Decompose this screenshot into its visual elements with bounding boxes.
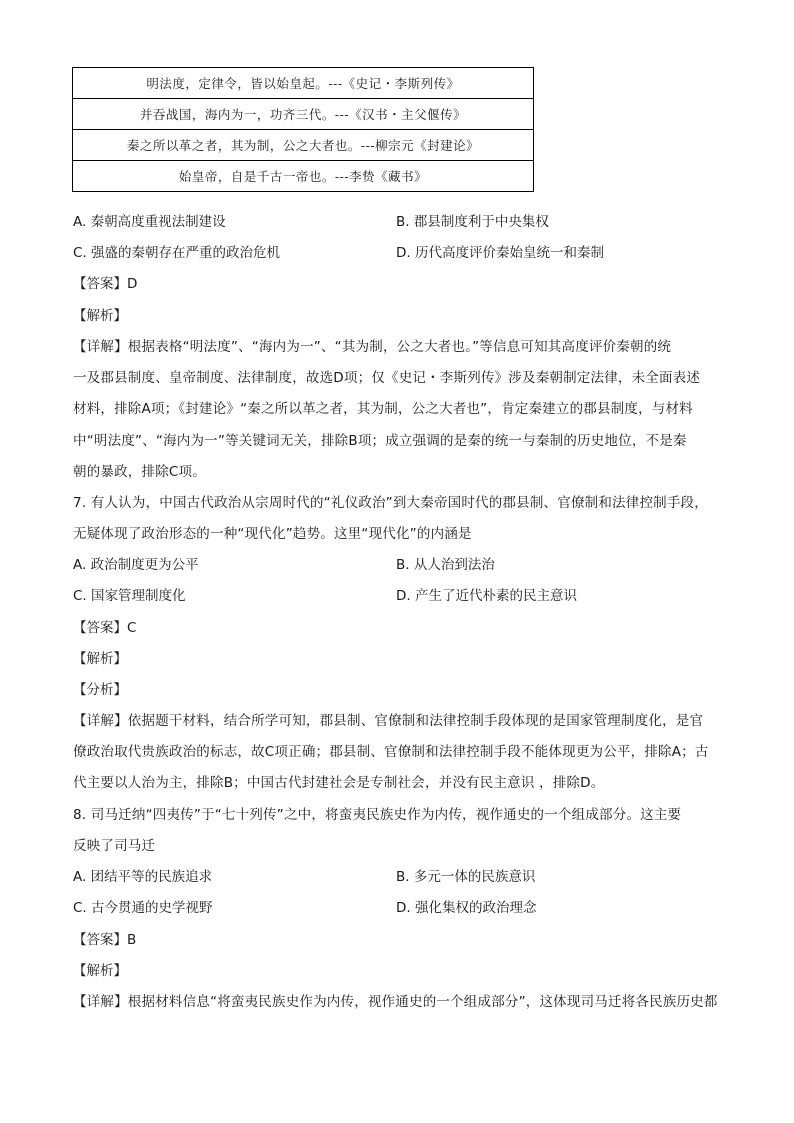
q6-analysis-label: 【解析】 <box>73 308 127 324</box>
table-row <box>73 99 534 130</box>
q8-option-d: D. 强化集权的政治理念 <box>396 900 537 916</box>
q8-stem-line: 8. 司马迁纳“四夷传”于“七十列传”之中，将蛮夷民族史作为内传，视作通史的一个组成部分。这主要 <box>73 807 682 823</box>
q7-option-d: D. 产生了近代朴素的民主意识 <box>396 588 577 604</box>
q7-stem-line: 7. 有人认为，中国古代政治从宗周时代的“礼仪政治”到大秦帝国时代的郡县制、官僚制和法律控制手段， <box>73 495 708 511</box>
q6-detail-line: 【详解】根据表格“明法度”、“海内为一”、“其为制，公之大者也。”等信息可知其高度评价秦朝的统 <box>73 339 672 355</box>
table-row <box>73 130 534 161</box>
q7-option-c: C. 国家管理制度化 <box>73 588 186 604</box>
q8-answer: 【答案】B <box>73 932 137 948</box>
table-row <box>73 161 534 192</box>
q8-stem-line: 反映了司马迁 <box>73 838 156 854</box>
q6-option-d: D. 历代高度评价秦始皇统一和秦制 <box>396 245 604 261</box>
q7-option-b: B. 从人治到法治 <box>396 557 495 573</box>
table-cell: 始皇帝，自是千古一帝也。---李贽《藏书》 <box>73 161 534 192</box>
q7-option-a: A. 政治制度更为公平 <box>73 557 199 573</box>
q7-answer: 【答案】C <box>73 620 137 636</box>
q7-detail-line: 代主要以人治为主，排除B；中国古代封建社会是专制社会，并没有民主意识 ，排除D。 <box>73 775 605 791</box>
q8-detail-line: 【详解】根据材料信息“将蛮夷民族史作为内传，视作通史的一个组成部分”，这体现司马迁将各民族历史都 <box>73 994 718 1010</box>
table-row <box>73 68 534 99</box>
table-cell: 明法度，定律令，皆以始皇起。---《史记・李斯列传》 <box>73 68 534 99</box>
q7-fenxi-label: 【分析】 <box>73 682 127 698</box>
q6-detail-line: 材料，排除A项；《封建论》“秦之所以革之者，其为制，公之大者也”，肯定秦建立的郡县制度，与材料 <box>73 401 693 417</box>
q8-option-c: C. 古今贯通的史学视野 <box>73 900 213 916</box>
q7-detail-line: 僚政治取代贵族政治的标志，故C项正确；郡县制、官僚制和法律控制手段不能体现更为公平，排除A；古 <box>73 744 709 760</box>
q6-detail-line: 一及郡县制度、皇帝制度、法律制度，故选D项；仅《史记・李斯列传》涉及秦朝制定法律，未全面表述 <box>73 370 701 386</box>
q7-stem-line: 无疑体现了政治形态的一种“现代化”趋势。这里“现代化”的内涵是 <box>73 526 472 542</box>
q6-option-c: C. 强盛的秦朝存在严重的政治危机 <box>73 245 281 261</box>
q6-option-b: B. 郡县制度利于中央集权 <box>396 214 549 230</box>
q8-analysis-label: 【解析】 <box>73 963 127 979</box>
q6-answer: 【答案】D <box>73 276 138 292</box>
table-cell: 并吞战国，海内为一，功齐三代。---《汉书・主父偃传》 <box>73 99 534 130</box>
q7-analysis-label: 【解析】 <box>73 651 127 667</box>
q6-detail-line: 朝的暴政，排除C项。 <box>73 464 206 480</box>
q8-option-b: B. 多元一体的民族意识 <box>396 869 536 885</box>
q7-detail-line: 【详解】依据题干材料，结合所学可知，郡县制、官僚制和法律控制手段体现的是国家管理制度化，是官 <box>73 713 704 729</box>
q8-option-a: A. 团结平等的民族追求 <box>73 869 213 885</box>
table-cell: 秦之所以革之者，其为制，公之大者也。---柳宗元《封建论》 <box>73 130 534 161</box>
quote-table <box>72 67 534 192</box>
q6-detail-line: 中“明法度”、“海内为一”等关键词无关，排除B项；成立强调的是秦的统一与秦制的历史地位，不是秦 <box>73 433 687 449</box>
q6-option-a: A. 秦朝高度重视法制建设 <box>73 214 226 230</box>
